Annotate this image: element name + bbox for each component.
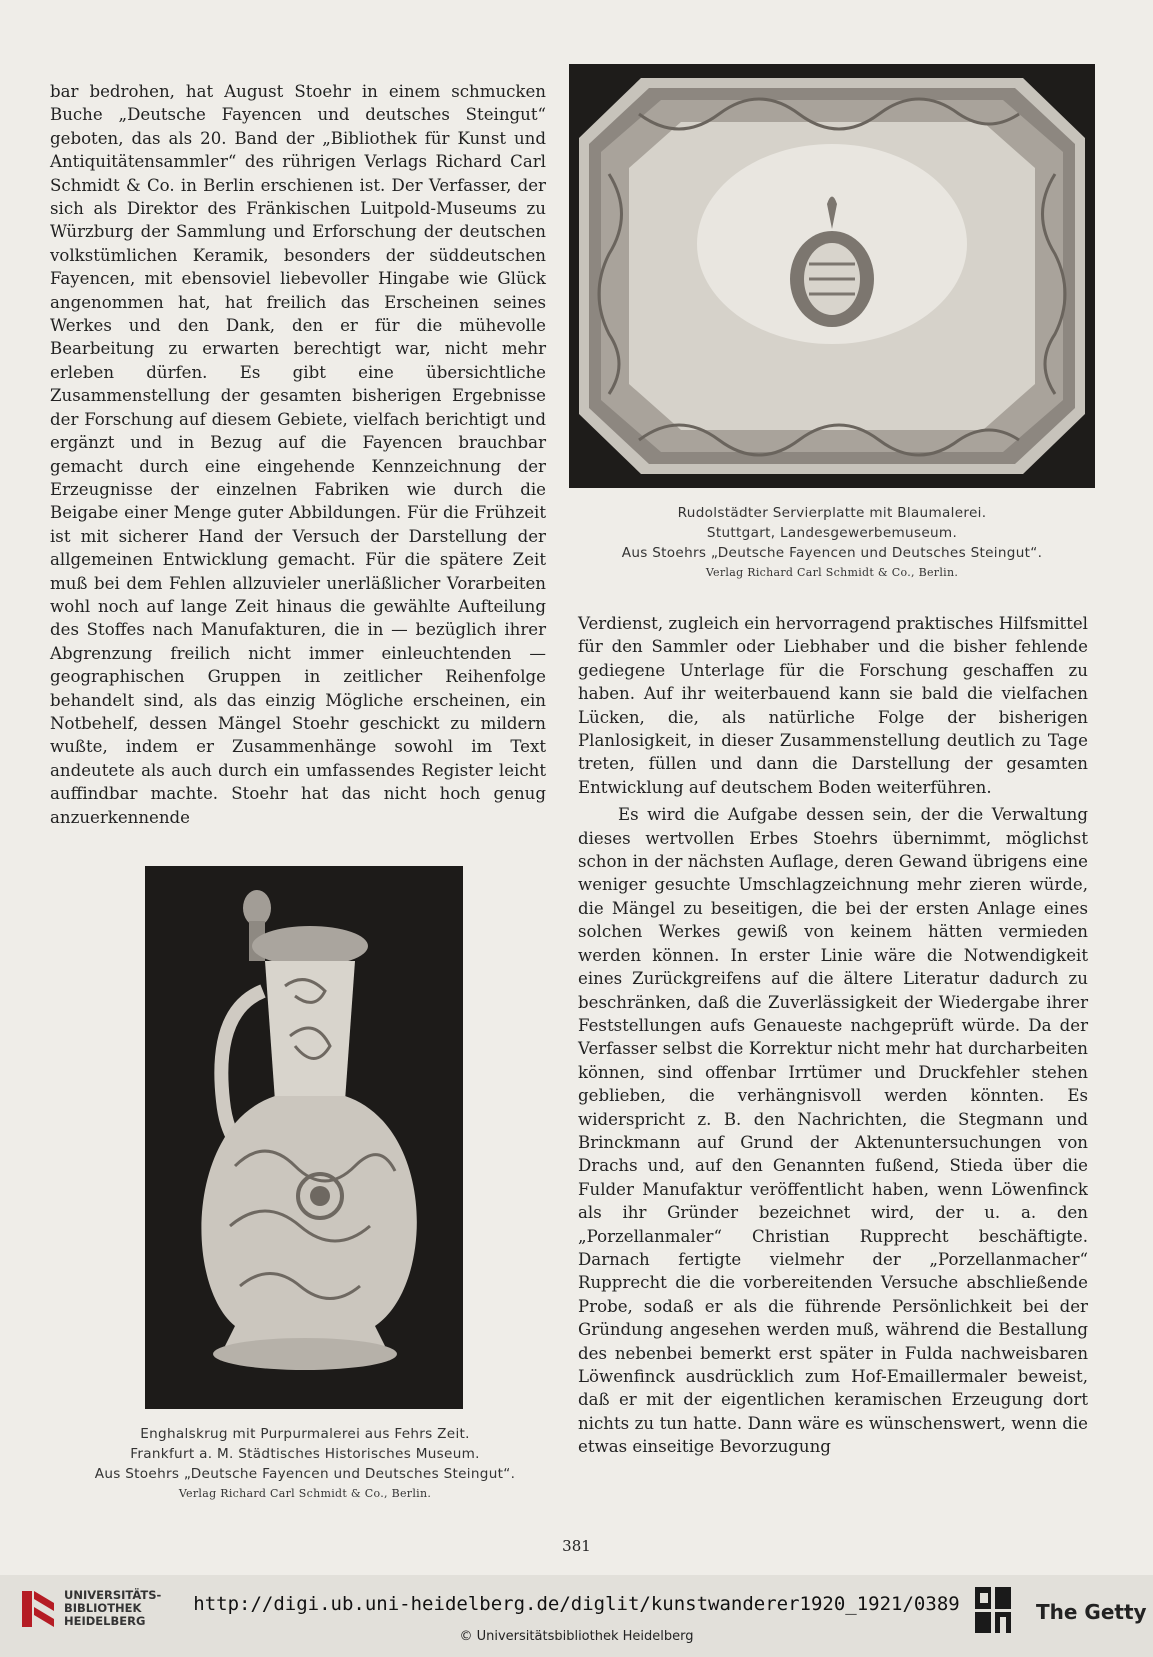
right-paragraph-2: Es wird die Aufgabe dessen sein, der die Verwaltung dieses wertvollen Erbes Stoehrs übernimmt, möglichst schon in der nächsten Auflage, deren Gewand übrigens eine weniger gesuchte Umschlagzeichnung mehr zieren würde, die Mängel zu beseitigen, die bei der ersten Anlage eines solchen Werkes gewiß von keinem hätten vermieden werden können. In erster Linie wäre die Notwendigkeit eines Zurückgreifens auf die ältere Literatur dadurch zu beschränken, daß die Zuverlässigkeit der Wiedergabe ihrer Feststellungen aufs Genaueste nachgeprüft würde. Da der Verfasser selbst die Korrektur nicht mehr hat durcharbeiten können, sind offenbar Irrtümer und Druckfehler stehen geblieben, die verhängnisvoll werden könnten. Es widerspricht z. B. den Nachrichten, die Stegmann und Brinckmann auf Grund der Aktenuntersuchungen von Drachs und, auf den Genannten fußend, Stieda über die Fulder Manufaktur veröffentlicht haben, wenn Löwenfinck als ihr Gründer bezeichnet wird, der u. a. den „Porzellanmaler“ Christian Rupprecht beschäftigte. Darnach fertigte vielmehr der „Porzellanmacher“ Rupprecht die die vorbereitenden Versuche abschließende Probe, sodaß er als die führende Persönlichkeit bei der Gründung angesehen werden muß, während die Bestallung des nebenbei bemerkt erst später in Fulda nachweisbaren Löwenfinck ausdrücklich zum Hof-Emaillermaler beweist, daß er mit der eigentlichen keramischen Erzeugung dort nichts zu tun hatte. Dann wäre es wünschenswert, wenn die etwas einseitige Bevorzugung — [578, 805, 1088, 1457]
platter-caption-publisher: Verlag Richard Carl Schmidt & Co., Berlin. — [705, 566, 959, 579]
right-text-column — [578, 612, 1088, 1459]
viewer-footer — [0, 1575, 1153, 1657]
right-paragraph-1: Verdienst, zugleich ein hervorragend praktisches Hilfsmittel für den Sammler oder Liebhaber und die bisher fehlende gediegene Unterlage für die Forschung geschaffen zu haben. Auf ihr weiterbauend kann sie bald die vielfachen Lücken, die, als natürliche Folge der bisherigen Planlosigkeit, in dieser Zusammenstellung deutlich zu Tage treten, füllen und dann die Darstellung der gesamten Entwicklung auf deutschem Boden weiterführen. — [578, 614, 1088, 797]
platter-caption — [569, 503, 1095, 583]
platter-caption-source: Aus Stoehrs „Deutsche Fayencen und Deutsches Steingut“. — [621, 545, 1043, 561]
page-number: 381 — [562, 1537, 591, 1555]
jug-caption-source: Aus Stoehrs „Deutsche Fayencen und Deutsches Steingut“. — [94, 1466, 516, 1482]
platter-image — [569, 64, 1095, 488]
left-paragraph: bar bedrohen, hat August Stoehr in einem schmucken Buche „Deutsche Fayencen und deutsches Steingut“ geboten, das als 20. Band der „Bibliothek für Kunst und Antiquitätensammler“ des rührigen Verlags Richard Carl Schmidt & Co. in Berlin erschienen ist. Der Verfasser, der sich als Direktor des Fränkischen Luitpold-Museums zu Würzburg der Sammlung und Erforschung der deutschen volkstümlichen Keramik, besonders der süddeutschen Fayencen, mit ebensoviel liebevoller Hingabe wie Glück angenommen hat, hat freilich das Erscheinen seines Werkes und den Dank, den er für die mühevolle Bearbeitung zu erwarten berechtigt war, nicht mehr erleben dürfen. Es gibt eine übersichtliche Zusammenstellung der gesamten bisherigen Ergebnisse der Forschung auf diesem Gebiete, vielfach berichtigt und ergänzt und in Bezug auf die Fayencen brauchbar gemacht durch eine eingehende Kennzeichnung der Erzeugnisse der einzelnen Fabriken wie durch die Beigabe einer Menge guter Abbildungen. Für die Frühzeit ist mit sicherer Hand der Versuch der Darstellung der allgemeinen Entwicklung gemacht. Für die spätere Zeit muß bei dem Fehlen allzuvieler unerläßlicher Vorarbeiten wohl noch auf lange Zeit hinaus die gewählte Aufteilung des Stoffes nach Manufakturen, die in — bezüglich ihrer Abgrenzung freilich nicht immer einleuchtenden — geographischen Gruppen in zeitlicher Reihenfolge behandelt sind, als das einzig Mögliche erscheinen, ein Notbehelf, dessen Mängel Stoehr geschickt zu mildern wußte, indem er Zusammenhänge sowohl im Text andeutete als auch durch ein umfassendes Register leicht auffindbar machte. Stoehr hat das nicht hoch genug anzuerkennende — [50, 82, 546, 827]
getty-label[interactable]: The Getty — [1036, 1600, 1147, 1624]
left-text-column — [50, 80, 546, 829]
copyright-notice: © Universitätsbibliothek Heidelberg — [459, 1629, 694, 1644]
library-name: UNIVERSITÄTS- BIBLIOTHEK HEIDELBERG — [64, 1588, 162, 1628]
platter-caption-location: Stuttgart, Landesgewerbemuseum. — [706, 525, 958, 541]
jug-image — [145, 866, 463, 1409]
jug-caption-publisher: Verlag Richard Carl Schmidt & Co., Berlin. — [178, 1487, 432, 1500]
platter-illustration — [569, 64, 1095, 488]
platter-caption-title: Rudolstädter Servierplatte mit Blaumalerei. — [677, 505, 987, 521]
permalink-url[interactable]: http://digi.ub.uni-heidelberg.de/diglit/kunstwanderer1920_1921/0389 — [193, 1593, 960, 1615]
jug-caption-title: Enghalskrug mit Purpurmalerei aus Fehrs Zeit. — [140, 1426, 470, 1442]
jug-illustration — [145, 866, 463, 1409]
getty-logo-icon[interactable] — [973, 1585, 1013, 1635]
jug-caption-location: Frankfurt a. M. Städtisches Historisches Museum. — [130, 1446, 480, 1462]
jug-caption — [60, 1424, 550, 1504]
